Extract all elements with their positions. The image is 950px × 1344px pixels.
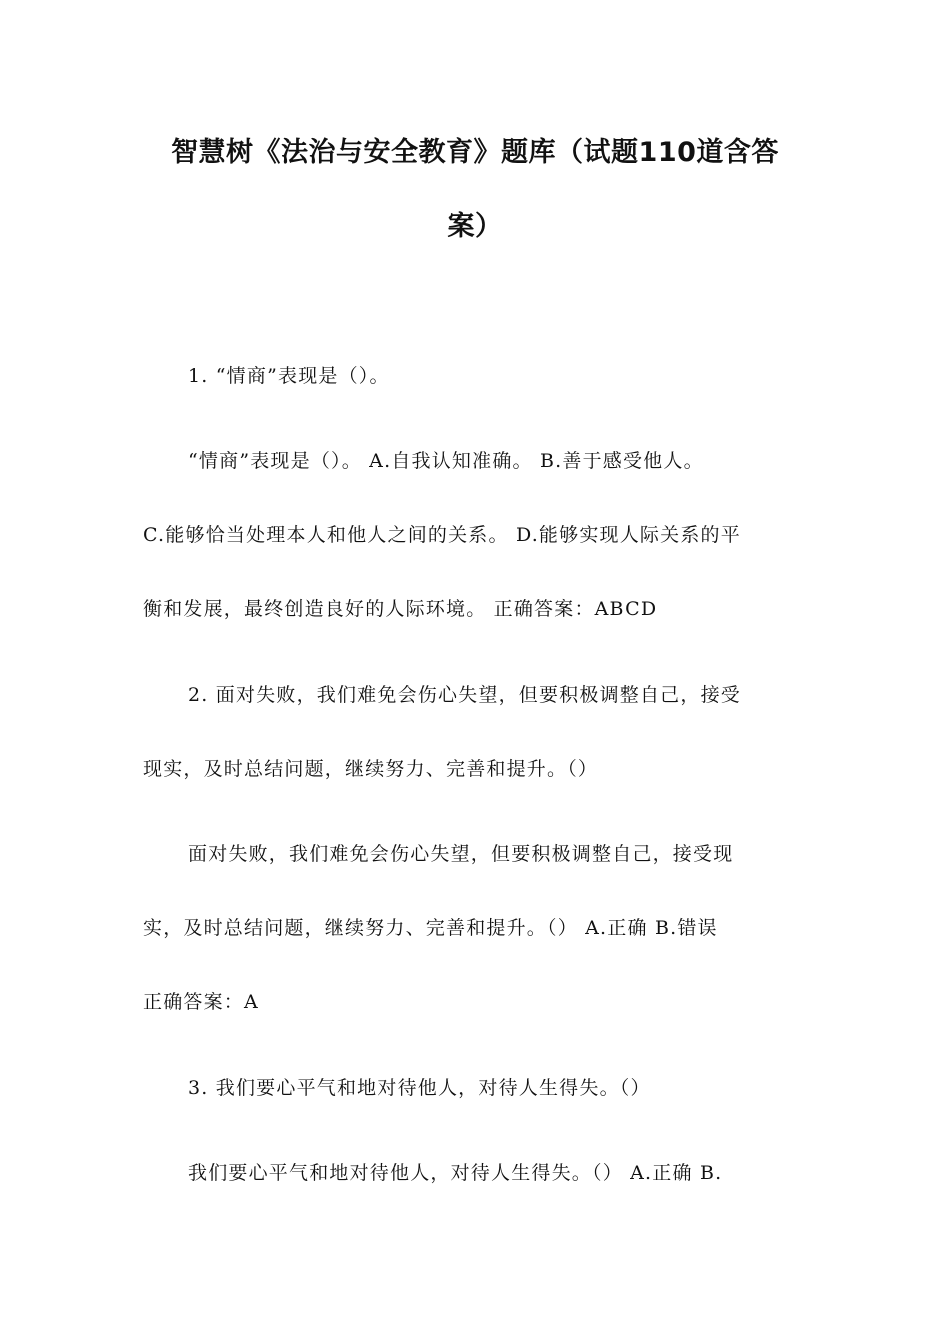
- question-2-heading-line-1: 2. 面对失败，我们难免会伤心失望，但要积极调整自己，接受: [188, 684, 741, 706]
- question-1-heading: 1. “情商”表现是（）。: [188, 365, 390, 387]
- question-3-heading: 3. 我们要心平气和地对待他人，对待人生得失。（）: [188, 1077, 651, 1099]
- question-2-body-line-2: 实，及时总结问题，继续努力、完善和提升。（） A.正确 B.错误: [143, 917, 718, 939]
- document-title-line-2: 案）: [447, 211, 503, 242]
- question-1-body-line-1: “情商”表现是（）。 A.自我认知准确。 B.善于感受他人。: [188, 450, 704, 472]
- question-2-body-line-1: 面对失败，我们难免会伤心失望，但要积极调整自己，接受现: [188, 843, 734, 865]
- question-1-body-line-3: 衡和发展，最终创造良好的人际环境。 正确答案：ABCD: [143, 598, 658, 620]
- question-1-body-line-2: C.能够恰当处理本人和他人之间的关系。 D.能够实现人际关系的平: [143, 524, 741, 546]
- question-2-answer: 正确答案：A: [143, 991, 259, 1013]
- question-2-heading-line-2: 现实，及时总结问题，继续努力、完善和提升。（）: [143, 758, 599, 780]
- document-title-line-1: 智慧树《法治与安全教育》题库（试题110道含答: [171, 137, 779, 168]
- question-3-body-line-1: 我们要心平气和地对待他人，对待人生得失。（） A.正确 B.: [188, 1162, 723, 1184]
